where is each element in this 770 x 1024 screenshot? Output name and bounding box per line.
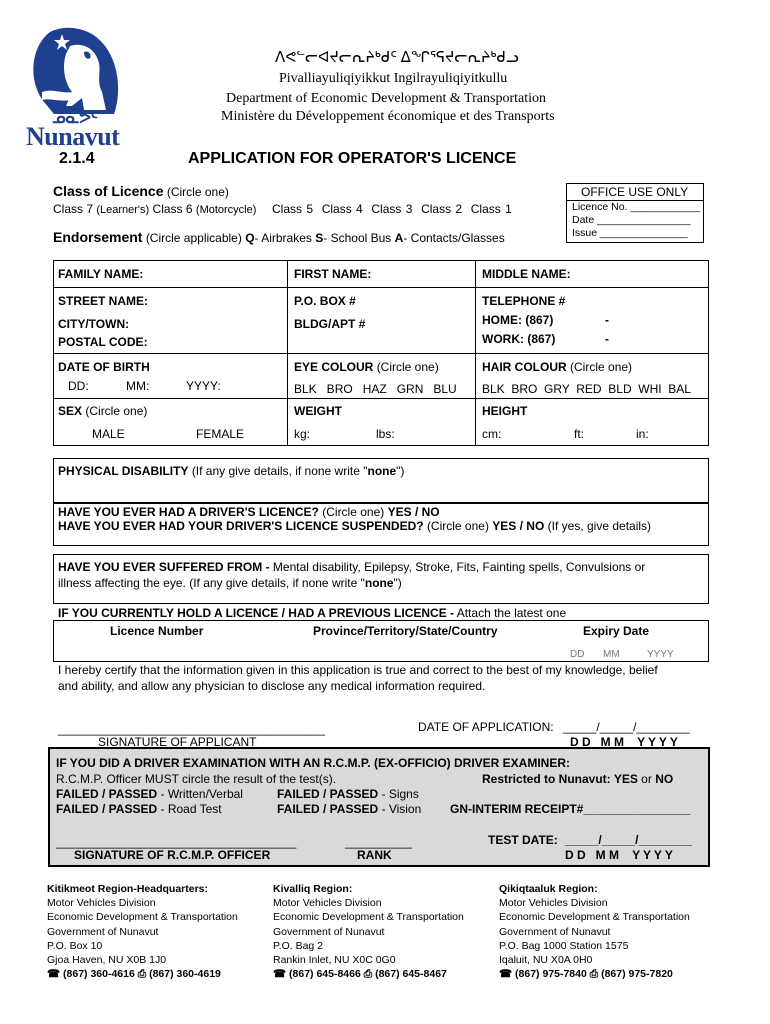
- office-issue: Issue _______________: [572, 227, 688, 239]
- endorsement-q[interactable]: Q: [245, 231, 255, 245]
- height-cm: cm:: [482, 427, 502, 441]
- home-phone-dash: -: [605, 313, 609, 327]
- q2-hint: (Circle one): [426, 519, 489, 533]
- logo-syllabics: ᓄᓇᕗᑦ: [52, 110, 98, 127]
- office-line: Economic Development & Transportation: [273, 911, 464, 924]
- bldg-apt-label: BLDG/APT #: [294, 317, 366, 331]
- restricted-label: Restricted to Nunavut:: [482, 772, 611, 786]
- endorsement-s[interactable]: S: [315, 231, 324, 245]
- home-phone-label: HOME: (867): [482, 313, 554, 327]
- test-date-label: TEST DATE:: [488, 833, 558, 847]
- fax-icon: ⎙: [363, 968, 373, 981]
- endorsement-label: Endorsement: [53, 229, 143, 245]
- sex-label: SEX: [58, 404, 83, 418]
- road-test-row: [56, 802, 222, 816]
- phone-icon: ☎: [499, 968, 513, 981]
- dob-yyyy: YYYY:: [186, 379, 221, 393]
- telephone-label: TELEPHONE #: [482, 294, 566, 308]
- test-date-field[interactable]: _____/_____/________: [565, 833, 692, 847]
- office-contact: [273, 967, 464, 981]
- class-5-option[interactable]: Class 5: [272, 202, 314, 216]
- province-col: Province/Territory/State/Country: [313, 624, 498, 638]
- office-line: Government of Nunavut: [273, 925, 385, 938]
- current-licence-heading: [58, 606, 566, 620]
- hair-colour-label: HAIR COLOUR: [482, 360, 567, 374]
- endorsement-s-text: - School Bus: [323, 231, 392, 245]
- date-of-application-format: D D M M Y Y Y Y: [570, 735, 678, 749]
- office-line: Economic Development & Transportation: [47, 911, 238, 924]
- licence-history-q1: [58, 505, 440, 519]
- office-fax: (867) 645-8467: [375, 968, 447, 981]
- work-phone-label: WORK: (867): [482, 332, 556, 346]
- sex-male-option[interactable]: MALE: [92, 427, 125, 441]
- dob-label: DATE OF BIRTH: [58, 360, 150, 374]
- vision-result[interactable]: FAILED / PASSED: [277, 802, 379, 816]
- certify-line-1: I hereby certify that the information given in this application is true and correct to the best of my knowledge, belief: [58, 663, 658, 677]
- endorsement-a-text: - Contacts/Glasses: [403, 231, 505, 245]
- class-label: Class of Licence: [53, 183, 164, 199]
- office-line: Iqaluit, NU X0A 0H0: [499, 954, 593, 967]
- office-line: Motor Vehicles Division: [273, 897, 382, 910]
- office-region: Kivalliq Region:: [273, 883, 353, 895]
- height-label: HEIGHT: [482, 404, 528, 418]
- expiry-yyyy: YYYY: [647, 649, 674, 660]
- certify-line-2: and ability, and allow any physician to disclose any medical information required.: [58, 679, 486, 693]
- city-town-label: CITY/TOWN:: [58, 317, 130, 331]
- nunavut-logo: [22, 22, 140, 152]
- current-licence-label: IF YOU CURRENTLY HOLD A LICENCE / HAD A PREVIOUS LICENCE -: [58, 606, 455, 620]
- class-7-note: (Learner's): [96, 204, 150, 216]
- header-english: Department of Economic Development & Transportation: [226, 91, 546, 106]
- signs-label: - Signs: [381, 787, 419, 801]
- rank-label: RANK: [357, 848, 392, 862]
- sex-hint: (Circle one): [85, 404, 148, 418]
- expiry-mm: MM: [603, 649, 620, 660]
- class-4-option[interactable]: Class 4: [321, 202, 363, 216]
- medical-line-2: [58, 576, 402, 590]
- date-of-application-field[interactable]: _____/_____/________: [563, 720, 690, 734]
- office-line: Gjoa Haven, NU X0B 1J0: [47, 954, 167, 967]
- weight-label: WEIGHT: [294, 404, 342, 418]
- office-contact: [499, 967, 690, 981]
- phone-icon: ☎: [273, 968, 287, 981]
- eye-colour-heading: [294, 360, 439, 374]
- hair-colour-options[interactable]: BLK BRO GRY RED BLD WHI BAL: [482, 382, 691, 396]
- physical-none: none: [367, 464, 397, 478]
- office-line: P.O. Bag 1000 Station 1575: [499, 939, 629, 952]
- test-date-format: D D M M Y Y Y Y: [565, 848, 673, 862]
- first-name-label: FIRST NAME:: [294, 267, 372, 281]
- current-licence-note: Attach the latest one: [456, 606, 567, 620]
- road-result[interactable]: FAILED / PASSED: [56, 802, 158, 816]
- q2-text: HAVE YOU EVER HAD YOUR DRIVER'S LICENCE SUSPENDED?: [58, 519, 424, 533]
- rcmp-title: IF YOU DID A DRIVER EXAMINATION WITH AN R.C.M.P. (EX-OFFICIO) DRIVER EXAMINER:: [56, 756, 571, 770]
- medical-label: HAVE YOU EVER SUFFERED FROM -: [58, 560, 270, 574]
- physical-disability-hint: (If any give details, if none write ": [191, 464, 368, 478]
- office-qikiqtaaluk: [499, 882, 690, 981]
- class-7-option[interactable]: Class 7: [53, 202, 94, 216]
- class-3-option[interactable]: Class 3: [371, 202, 413, 216]
- class-1-option[interactable]: Class 1: [470, 202, 512, 216]
- street-name-label: STREET NAME:: [58, 294, 148, 308]
- class-hint: (Circle one): [166, 185, 229, 199]
- po-box-label: P.O. BOX #: [294, 294, 356, 308]
- postal-code-label: POSTAL CODE:: [58, 335, 148, 349]
- physical-end: "): [396, 464, 405, 478]
- medical-line-1: [58, 560, 645, 574]
- dob-dd: DD:: [68, 379, 89, 393]
- signs-test-row: [277, 787, 419, 801]
- restricted-no[interactable]: NO: [655, 772, 674, 786]
- office-fax: (867) 975-7820: [601, 968, 673, 981]
- q1-text: HAVE YOU EVER HAD A DRIVER'S LICENCE?: [58, 505, 319, 519]
- restricted-yes[interactable]: YES: [613, 772, 638, 786]
- class-6-note: (Motorcycle): [195, 204, 257, 216]
- endorsement-a[interactable]: A: [394, 231, 404, 245]
- expiry-dd: DD: [570, 649, 585, 660]
- office-line: Motor Vehicles Division: [47, 897, 156, 910]
- weight-lbs: lbs:: [376, 427, 395, 441]
- office-line: Government of Nunavut: [499, 925, 611, 938]
- applicant-signature-label: SIGNATURE OF APPLICANT: [98, 735, 257, 749]
- hair-colour-hint: (Circle one): [570, 360, 633, 374]
- office-use-box: [566, 183, 704, 243]
- road-label: - Road Test: [160, 802, 222, 816]
- eye-colour-options[interactable]: BLK BRO HAZ GRN BLU: [294, 382, 457, 396]
- signs-result[interactable]: FAILED / PASSED: [277, 787, 379, 801]
- q2-answer[interactable]: YES / NO: [492, 519, 545, 533]
- weight-kg: kg:: [294, 427, 311, 441]
- height-in: in:: [636, 427, 649, 441]
- class-of-licence-heading: [53, 183, 229, 199]
- phone-icon: ☎: [47, 968, 61, 981]
- hair-colour-heading: [482, 360, 632, 374]
- sex-heading: [58, 404, 147, 418]
- rcmp-signature-label: SIGNATURE OF R.C.M.P. OFFICER: [74, 848, 271, 862]
- physical-disability-label: PHYSICAL DISABILITY: [58, 464, 189, 478]
- rank-line[interactable]: __________: [345, 835, 412, 849]
- office-region: Kitikmeot Region-Headquarters:: [47, 883, 209, 895]
- interim-receipt-field[interactable]: GN-INTERIM RECEIPT#________________: [450, 802, 691, 816]
- office-phone: (867) 360-4616: [63, 968, 135, 981]
- rcmp-instruction: R.C.M.P. Officer MUST circle the result of the test(s).: [56, 772, 337, 786]
- office-line: Motor Vehicles Division: [499, 897, 608, 910]
- office-line: P.O. Bag 2: [273, 939, 324, 952]
- medical-none: none: [364, 576, 394, 590]
- work-phone-dash: -: [605, 332, 609, 346]
- office-licence-no: Licence No. ____________: [572, 201, 701, 213]
- eye-colour-hint: (Circle one): [376, 360, 439, 374]
- physical-disability-text: [58, 464, 404, 478]
- endorsement-row: [53, 229, 505, 245]
- office-line: Economic Development & Transportation: [499, 911, 690, 924]
- header-syllabics: ᐱᕙᓪᓕᐊᔪᓕᕆᔨᒃᑯᑦ ᐃᖏᕐᕋᔪᓕᕆᔨᒃᑯᓗ: [275, 50, 519, 66]
- sex-female-option[interactable]: FEMALE: [196, 427, 245, 441]
- office-contact: [47, 967, 238, 981]
- logo-text: Nunavut: [26, 122, 120, 151]
- dob-mm: MM:: [126, 379, 150, 393]
- medical-text-1: Mental disability, Epilepsy, Stroke, Fits, Fainting spells, Convulsions or: [272, 560, 646, 574]
- eye-colour-label: EYE COLOUR: [294, 360, 374, 374]
- medical-end: "): [393, 576, 402, 590]
- office-phone: (867) 975-7840: [515, 968, 587, 981]
- endorsement-hint: (Circle applicable): [145, 231, 242, 245]
- office-region: Qikiqtaaluk Region:: [499, 883, 598, 895]
- office-date: Date ________________: [572, 214, 691, 226]
- class-2-option[interactable]: Class 2: [421, 202, 463, 216]
- written-result[interactable]: FAILED / PASSED: [56, 787, 158, 801]
- vision-label: - Vision: [381, 802, 422, 816]
- fax-icon: ⎙: [589, 968, 599, 981]
- vision-test-row: [277, 802, 421, 816]
- licence-number-col: Licence Number: [110, 624, 204, 638]
- height-ft: ft:: [574, 427, 585, 441]
- applicant-signature-line[interactable]: ________________________________________: [58, 722, 325, 736]
- header-inuinnaqtun: Pivalliayuliqiyikkut Ingilrayuliqiyitkullu: [279, 71, 508, 86]
- class-options: [53, 202, 256, 216]
- class-options-main: [272, 202, 512, 216]
- office-kitikmeot: [47, 882, 238, 981]
- q1-hint: (Circle one): [322, 505, 385, 519]
- office-fax: (867) 360-4619: [149, 968, 221, 981]
- middle-name-label: MIDDLE NAME:: [482, 267, 571, 281]
- date-of-application-label: DATE OF APPLICATION:: [418, 720, 554, 734]
- office-phone: (867) 645-8466: [289, 968, 361, 981]
- family-name-label: FAMILY NAME:: [58, 267, 144, 281]
- written-test-row: [56, 787, 243, 801]
- form-number: 2.1.4: [59, 150, 95, 167]
- q2-note: (If yes, give details): [547, 519, 652, 533]
- office-line: Rankin Inlet, NU X0C 0G0: [273, 954, 396, 967]
- fax-icon: ⎙: [137, 968, 147, 981]
- endorsement-q-text: - Airbrakes: [254, 231, 312, 245]
- rcmp-signature-line[interactable]: ____________________________________: [56, 835, 297, 849]
- expiry-date-col: Expiry Date: [583, 624, 650, 638]
- page-title: APPLICATION FOR OPERATOR'S LICENCE: [188, 150, 517, 167]
- licence-history-q2: [58, 519, 651, 533]
- class-6-option[interactable]: Class 6: [152, 202, 193, 216]
- office-line: Government of Nunavut: [47, 925, 159, 938]
- restricted-nunavut: [482, 772, 673, 786]
- restricted-or: or: [641, 772, 652, 786]
- office-use-title: OFFICE USE ONLY: [581, 185, 689, 199]
- office-line: P.O. Box 10: [47, 939, 103, 952]
- header-french: Ministère du Développement économique et des Transports: [221, 109, 555, 124]
- medical-text-2: illness affecting the eye. (If any give details, if none write ": [58, 576, 365, 590]
- written-label: - Written/Verbal: [160, 787, 243, 801]
- q1-answer[interactable]: YES / NO: [387, 505, 440, 519]
- office-kivalliq: [273, 882, 464, 981]
